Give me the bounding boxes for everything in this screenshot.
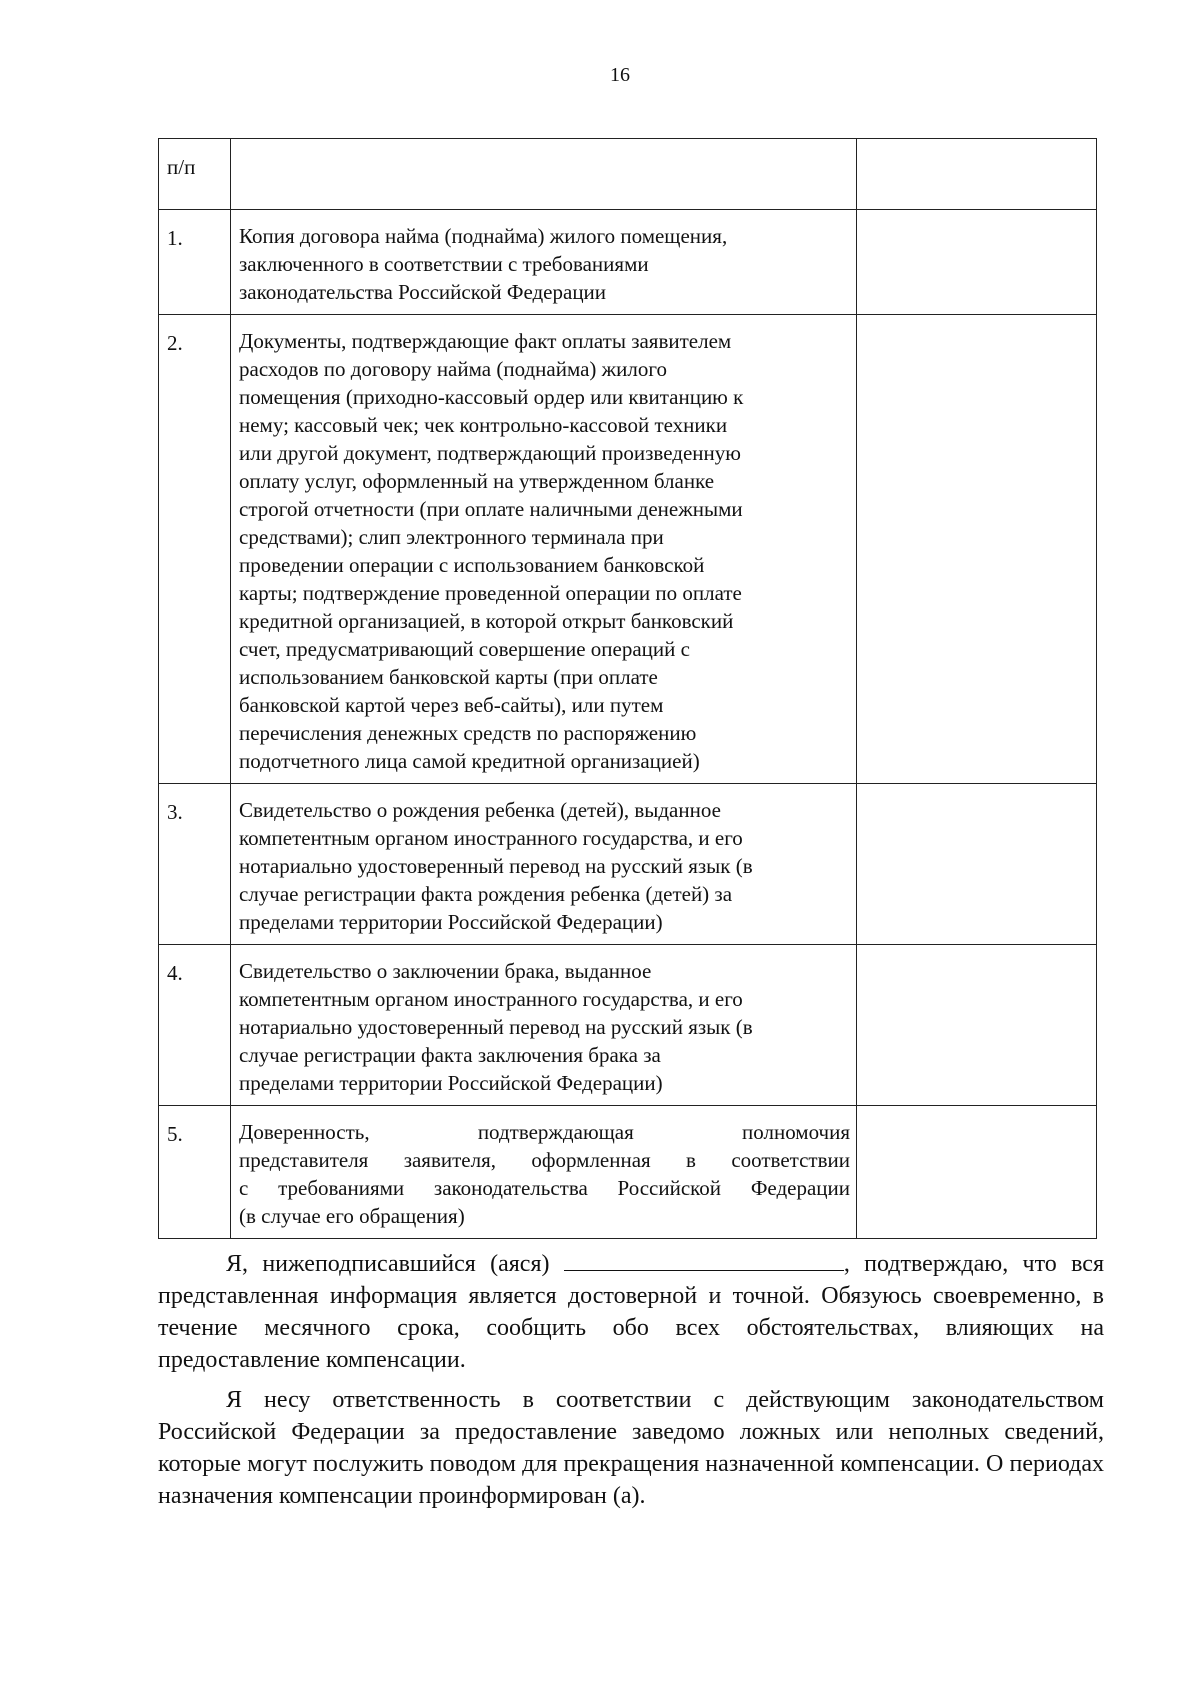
row-mark-cell[interactable] [857,315,1097,784]
header-num: п/п [159,139,231,210]
name-blank-field[interactable] [564,1250,844,1271]
row-line: банковской картой через веб-сайты), или путем [239,693,664,717]
row-line: помещения (приходно-кассовый ордер или квитанцию к [239,385,744,409]
row-line: Доверенность, подтверждающая полномочия [239,1120,850,1144]
row-number: 5. [159,1106,231,1239]
row-line: расходов по договору найма (поднайма) жилого [239,357,667,381]
row-line: кредитной организацией, в которой открыт банковский [239,609,734,633]
declaration [158,1248,1104,1512]
documents-table [158,138,1097,1239]
table-row [159,945,1097,1106]
row-line: перечисления денежных средств по распоряжению [239,721,697,745]
table-row [159,315,1097,784]
row-line: Свидетельство о рождения ребенка (детей), выданное [239,798,721,822]
row-description [231,945,857,1106]
row-line: карты; подтверждение проведенной операции по оплате [239,581,742,605]
row-line: счет, предусматривающий совершение операций с [239,637,690,661]
row-line: строгой отчетности (при оплате наличными денежными [239,497,743,521]
declaration-paragraph-1 [158,1248,1104,1376]
row-number: 3. [159,784,231,945]
row-line: компетентным органом иностранного государства, и его [239,987,743,1011]
row-description [231,1106,857,1239]
row-description [231,210,857,315]
row-number: 2. [159,315,231,784]
table-row [159,210,1097,315]
row-line: случае регистрации факта заключения брака за [239,1043,661,1067]
row-line: пределами территории Российской Федерации) [239,1071,663,1095]
row-line: с требованиями законодательства Российской Федерации [239,1176,850,1200]
row-line: Копия договора найма (поднайма) жилого помещения, [239,224,728,248]
row-line: Документы, подтверждающие факт оплаты заявителем [239,329,732,353]
row-line: заключенного в соответствии с требованиями [239,252,649,276]
row-number: 1. [159,210,231,315]
row-line: проведении операции с использованием банковской [239,553,705,577]
row-mark-cell[interactable] [857,210,1097,315]
row-line: оплату услуг, оформленный на утвержденном бланке [239,469,715,493]
row-line: нотариально удостоверенный перевод на русский язык (в [239,854,753,878]
row-line: законодательства Российской Федерации [239,280,607,304]
header-mark [857,139,1097,210]
row-line: (в случае его обращения) [239,1204,465,1228]
row-line: подотчетного лица самой кредитной организацией) [239,749,700,773]
header-doc [231,139,857,210]
declaration-start: Я, нижеподписавшийся (аяся) [226,1251,550,1277]
row-line: Свидетельство о заключении брака, выданное [239,959,652,983]
row-mark-cell[interactable] [857,784,1097,945]
row-mark-cell[interactable] [857,1106,1097,1239]
table-header-row [159,139,1097,210]
row-mark-cell[interactable] [857,945,1097,1106]
row-line: представителя заявителя, оформленная в соответствии [239,1148,850,1172]
row-number: 4. [159,945,231,1106]
table-row [159,1106,1097,1239]
declaration-end: , подтверждаю, что вся представленная информация является достоверной и точной. Обязуюсь своевременно, в течение месячного срока, сообщить обо всех обстоятельствах, влияющих на предоставление компенсации. [158,1251,1104,1373]
row-line: компетентным органом иностранного государства, и его [239,826,743,850]
table-row [159,784,1097,945]
row-line: нотариально удостоверенный перевод на русский язык (в [239,1015,753,1039]
row-line: или другой документ, подтверждающий произведенную [239,441,741,465]
row-line: нему; кассовый чек; чек контрольно-кассовой техники [239,413,728,437]
row-line: пределами территории Российской Федерации) [239,910,663,934]
row-line: использованием банковской карты (при оплате [239,665,658,689]
row-line: случае регистрации факта рождения ребенка (детей) за [239,882,733,906]
row-description [231,315,857,784]
page-number: 16 [610,64,630,86]
declaration-paragraph-2: Я несу ответственность в соответствии с действующим законодательством Российской Федерации за предоставление заведомо ложных или неполных сведений, которые могут послужить поводом для прекращения назначенной компенсации. О периодах назначения компенсации проинформирован (а). [158,1387,1104,1509]
row-description [231,784,857,945]
row-line: средствами); слип электронного терминала при [239,525,664,549]
